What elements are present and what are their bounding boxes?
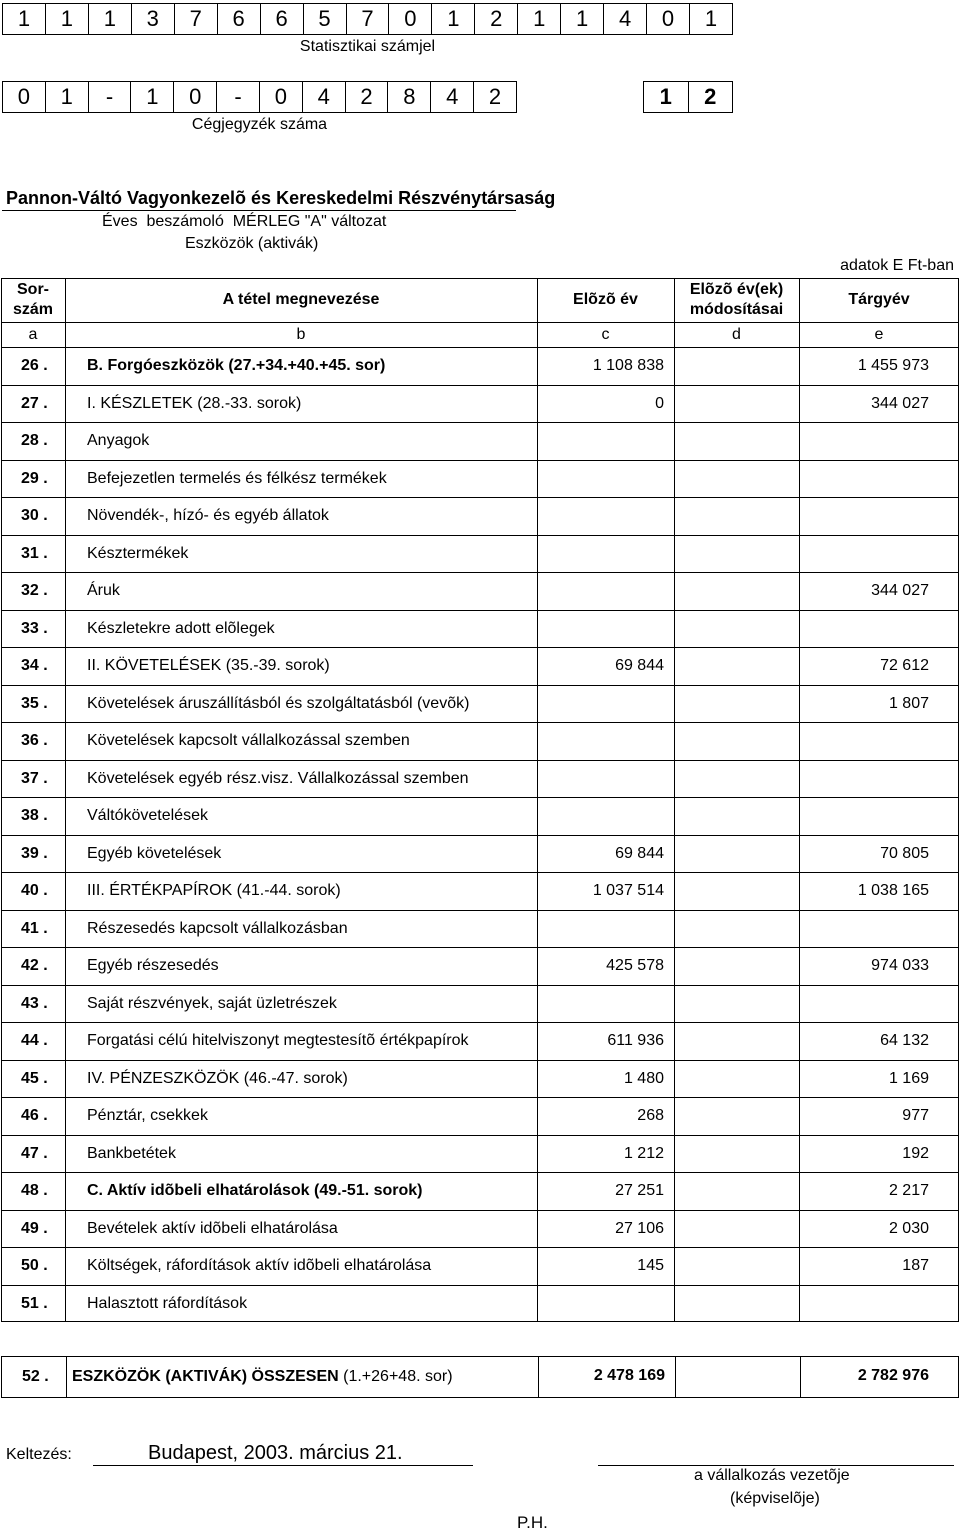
row-prev-value	[537, 910, 674, 948]
row-cur-value	[799, 1285, 959, 1323]
row-label: Egyéb követelések	[65, 835, 537, 873]
row-cur-value: 977	[799, 1098, 959, 1136]
row-cur-value: 1 455 973	[799, 348, 959, 386]
row-cur-value: 192	[799, 1135, 959, 1173]
row-cur-value	[799, 423, 959, 461]
row-number: 30 .	[1, 498, 65, 536]
row-number: 31 .	[1, 535, 65, 573]
table-row	[1, 685, 959, 723]
row-label: IV. PÉNZESZKÖZÖK (46.-47. sorok)	[65, 1060, 537, 1098]
row-mod-value	[674, 1248, 799, 1286]
row-prev-value: 69 844	[537, 835, 674, 873]
row-label: Befejezetlen termelés és félkész termékek	[65, 460, 537, 498]
row-prev-value: 611 936	[537, 1023, 674, 1061]
digit-box: 6	[261, 4, 304, 34]
row-prev-value: 145	[537, 1248, 674, 1286]
row-number: 39 .	[1, 835, 65, 873]
row-mod-value	[674, 760, 799, 798]
row-mod-value	[674, 423, 799, 461]
table-row	[1, 760, 959, 798]
digit-box: 3	[132, 4, 175, 34]
table-row	[1, 460, 959, 498]
digit-box: 8	[388, 82, 431, 112]
table-row	[1, 985, 959, 1023]
row-number: 41 .	[1, 910, 65, 948]
row-label: B. Forgóeszközök (27.+34.+40.+45. sor)	[65, 348, 537, 386]
place-date: Budapest, 2003. március 21.	[148, 1442, 403, 1464]
row-label: Anyagok	[65, 423, 537, 461]
report-subtitle: Eszközök (aktivák)	[185, 235, 319, 252]
digit-box: 7	[175, 4, 218, 34]
row-prev-value	[537, 498, 674, 536]
row-mod-value	[674, 573, 799, 611]
registration-number-boxes	[2, 81, 517, 113]
row-number: 38 .	[1, 798, 65, 836]
digit-box: 6	[218, 4, 261, 34]
row-number: 33 .	[1, 610, 65, 648]
registration-number-caption: Cégjegyzék száma	[191, 116, 328, 133]
row-number: 29 .	[1, 460, 65, 498]
signer-subtitle: (képviselõje)	[730, 1490, 820, 1507]
letter-b: b	[65, 323, 537, 348]
row-prev-value	[537, 723, 674, 761]
row-number: 46 .	[1, 1098, 65, 1136]
row-cur-value: 344 027	[799, 385, 959, 423]
row-mod-value	[674, 873, 799, 911]
total-row-number: 52 .	[22, 1368, 49, 1385]
row-prev-value	[537, 610, 674, 648]
statistical-number-boxes	[2, 3, 733, 35]
row-label: Követelések egyéb rész.visz. Vállalkozással szemben	[65, 760, 537, 798]
row-cur-value: 1 807	[799, 685, 959, 723]
row-cur-value	[799, 460, 959, 498]
report-title: Éves beszámoló MÉRLEG "A" változat	[102, 213, 387, 230]
row-label: Részesedés kapcsolt vállalkozásban	[65, 910, 537, 948]
row-prev-value	[537, 985, 674, 1023]
col-divider	[675, 1357, 676, 1397]
row-label: Követelések áruszállításból és szolgáltatásból (vevõk)	[65, 685, 537, 723]
row-cur-value: 2 217	[799, 1173, 959, 1211]
digit-box: 1	[131, 82, 174, 112]
header-mod: Elõzõ év(ek) módosításai	[689, 281, 784, 318]
row-number: 37 .	[1, 760, 65, 798]
row-prev-value: 1 212	[537, 1135, 674, 1173]
row-prev-value	[537, 798, 674, 836]
row-prev-value	[537, 760, 674, 798]
row-prev-value: 27 106	[537, 1210, 674, 1248]
row-mod-value	[674, 535, 799, 573]
row-mod-value	[674, 498, 799, 536]
total-row	[1, 1356, 959, 1398]
row-cur-value	[799, 535, 959, 573]
row-cur-value: 72 612	[799, 648, 959, 686]
table-row	[1, 648, 959, 686]
digit-box: 0	[647, 4, 690, 34]
row-number: 49 .	[1, 1210, 65, 1248]
header-cur: Tárgyév	[848, 291, 910, 308]
units-note: adatok E Ft-ban	[840, 257, 954, 274]
row-cur-value	[799, 985, 959, 1023]
row-prev-value	[537, 573, 674, 611]
table-row	[1, 1210, 959, 1248]
table-row	[1, 1098, 959, 1136]
row-mod-value	[674, 1098, 799, 1136]
digit-box: 0	[174, 82, 217, 112]
row-cur-value: 974 033	[799, 948, 959, 986]
row-mod-value	[674, 948, 799, 986]
row-label: Követelések kapcsolt vállalkozással szemben	[65, 723, 537, 761]
row-number: 32 .	[1, 573, 65, 611]
table-row	[1, 1173, 959, 1211]
row-cur-value: 64 132	[799, 1023, 959, 1061]
row-mod-value	[674, 1060, 799, 1098]
digit-box: 4	[303, 82, 346, 112]
row-label: I. KÉSZLETEK (28.-33. sorok)	[65, 385, 537, 423]
row-label: Pénztár, csekkek	[65, 1098, 537, 1136]
row-mod-value	[674, 723, 799, 761]
row-number: 27 .	[1, 385, 65, 423]
row-mod-value	[674, 385, 799, 423]
digit-box: 1	[46, 82, 89, 112]
table-row	[1, 1060, 959, 1098]
row-number: 28 .	[1, 423, 65, 461]
table-row	[1, 1135, 959, 1173]
row-mod-value	[674, 685, 799, 723]
table-row	[1, 348, 959, 386]
table-row	[1, 948, 959, 986]
digit-box: -	[89, 82, 132, 112]
row-cur-value	[799, 610, 959, 648]
row-prev-value	[537, 460, 674, 498]
digit-box: 0	[260, 82, 303, 112]
row-cur-value: 1 169	[799, 1060, 959, 1098]
table-row	[1, 610, 959, 648]
row-prev-value: 425 578	[537, 948, 674, 986]
total-prev: 2 478 169	[593, 1367, 665, 1384]
row-number: 50 .	[1, 1248, 65, 1286]
letter-e: e	[799, 323, 959, 348]
digit-box: 7	[347, 4, 390, 34]
row-label: Költségek, ráfordítások aktív idõbeli elhatárolása	[65, 1248, 537, 1286]
row-cur-value: 70 805	[799, 835, 959, 873]
row-prev-value: 27 251	[537, 1173, 674, 1211]
row-cur-value	[799, 798, 959, 836]
table-row	[1, 835, 959, 873]
digit-box: 5	[304, 4, 347, 34]
row-cur-value	[799, 910, 959, 948]
row-mod-value	[674, 1135, 799, 1173]
header-sorszam: Sor- szám	[12, 281, 54, 318]
row-cur-value	[799, 498, 959, 536]
row-number: 36 .	[1, 723, 65, 761]
signer-title: a vállalkozás vezetõje	[694, 1467, 850, 1484]
table-row	[1, 723, 959, 761]
letter-c: c	[537, 323, 674, 348]
row-number: 48 .	[1, 1173, 65, 1211]
row-number: 34 .	[1, 648, 65, 686]
table-row	[1, 385, 959, 423]
row-number: 42 .	[1, 948, 65, 986]
balance-sheet-table	[1, 278, 959, 1323]
row-prev-value: 1 108 838	[537, 348, 674, 386]
row-prev-value	[537, 535, 674, 573]
column-letter-row	[1, 323, 959, 348]
row-prev-value: 1 480	[537, 1060, 674, 1098]
header-prev: Elõzõ év	[573, 291, 638, 308]
letter-a: a	[1, 323, 65, 348]
row-label: C. Aktív idõbeli elhatárolások (49.-51. sorok)	[65, 1173, 537, 1211]
row-label: III. ÉRTÉKPAPÍROK (41.-44. sorok)	[65, 873, 537, 911]
row-mod-value	[674, 1285, 799, 1323]
letter-d: d	[674, 323, 799, 348]
table-row	[1, 535, 959, 573]
row-cur-value: 2 030	[799, 1210, 959, 1248]
signature-line	[598, 1465, 954, 1466]
table-row	[1, 798, 959, 836]
row-label: Váltókövetelések	[65, 798, 537, 836]
stamp-placeholder: P.H.	[517, 1513, 548, 1532]
row-mod-value	[674, 1210, 799, 1248]
digit-box: 0	[3, 82, 46, 112]
row-label: Forgatási célú hitelviszonyt megtestesítõ értékpapírok	[65, 1023, 537, 1061]
row-label: Áruk	[65, 573, 537, 611]
row-number: 40 .	[1, 873, 65, 911]
table-header-row	[1, 278, 959, 323]
total-label-rest: (1.+26+48. sor)	[338, 1368, 453, 1385]
row-mod-value	[674, 610, 799, 648]
row-label: Bevételek aktív idõbeli elhatárolása	[65, 1210, 537, 1248]
row-label: Bankbetétek	[65, 1135, 537, 1173]
digit-box: 1	[518, 4, 561, 34]
total-cur: 2 782 976	[857, 1367, 929, 1384]
table-row	[1, 1285, 959, 1323]
row-number: 45 .	[1, 1060, 65, 1098]
row-cur-value	[799, 723, 959, 761]
row-prev-value: 0	[537, 385, 674, 423]
row-label: Saját részvények, saját üzletrészek	[65, 985, 537, 1023]
row-mod-value	[674, 1173, 799, 1211]
row-number: 44 .	[1, 1023, 65, 1061]
digit-box: 1	[3, 4, 46, 34]
digit-box: 1	[432, 4, 475, 34]
digit-box: -	[217, 82, 260, 112]
row-cur-value: 1 038 165	[799, 873, 959, 911]
header-name: A tétel megnevezése	[222, 291, 380, 308]
table-row	[1, 498, 959, 536]
row-number: 43 .	[1, 985, 65, 1023]
digit-box: 1	[704, 6, 718, 31]
date-line	[93, 1465, 473, 1466]
row-mod-value	[674, 835, 799, 873]
row-mod-value	[674, 1023, 799, 1061]
row-prev-value	[537, 423, 674, 461]
col-divider	[66, 1357, 67, 1397]
keltezes-label: Keltezés:	[6, 1446, 72, 1463]
table-row	[1, 1248, 959, 1286]
row-label: Készletekre adott elõlegek	[65, 610, 537, 648]
row-label: II. KÖVETELÉSEK (35.-39. sorok)	[65, 648, 537, 686]
row-prev-value: 1 037 514	[537, 873, 674, 911]
row-prev-value	[537, 1285, 674, 1323]
row-cur-value: 187	[799, 1248, 959, 1286]
digit-box: 2	[704, 84, 717, 109]
row-mod-value	[674, 985, 799, 1023]
table-row	[1, 873, 959, 911]
row-label: Egyéb részesedés	[65, 948, 537, 986]
table-row	[1, 910, 959, 948]
digit-box: 1	[561, 4, 604, 34]
total-label: ESZKÖZÖK (AKTIVÁK) ÖSSZESEN	[72, 1368, 339, 1385]
row-number: 35 .	[1, 685, 65, 723]
total-row-name	[72, 1368, 453, 1386]
row-label: Növendék-, hízó- és egyéb állatok	[65, 498, 537, 536]
row-cur-value	[799, 760, 959, 798]
table-row	[1, 1023, 959, 1061]
digit-box: 0	[389, 4, 432, 34]
digit-box: 2	[488, 84, 502, 109]
row-number: 51 .	[1, 1285, 65, 1323]
row-mod-value	[674, 648, 799, 686]
row-label: Halasztott ráfordítások	[65, 1285, 537, 1323]
row-number: 47 .	[1, 1135, 65, 1173]
row-number: 26 .	[1, 348, 65, 386]
company-name: Pannon-Váltó Vagyonkezelõ és Kereskedelmi Részvénytársaság	[6, 188, 556, 208]
table-body	[1, 348, 959, 1323]
statistical-number-caption: Statisztikai számjel	[299, 38, 436, 55]
row-prev-value	[537, 685, 674, 723]
company-underline	[2, 210, 516, 211]
table-row	[1, 423, 959, 461]
digit-box: 1	[644, 82, 689, 112]
row-cur-value: 344 027	[799, 573, 959, 611]
row-prev-value: 69 844	[537, 648, 674, 686]
digit-box: 1	[46, 4, 89, 34]
registration-extra-boxes	[643, 81, 733, 113]
row-prev-value: 268	[537, 1098, 674, 1136]
row-mod-value	[674, 460, 799, 498]
digit-box: 1	[89, 4, 132, 34]
row-mod-value	[674, 910, 799, 948]
digit-box: 2	[346, 82, 389, 112]
row-label: Késztermékek	[65, 535, 537, 573]
row-mod-value	[674, 348, 799, 386]
row-mod-value	[674, 798, 799, 836]
digit-box: 4	[604, 4, 647, 34]
digit-box: 4	[431, 82, 474, 112]
digit-box: 2	[475, 4, 518, 34]
table-row	[1, 573, 959, 611]
